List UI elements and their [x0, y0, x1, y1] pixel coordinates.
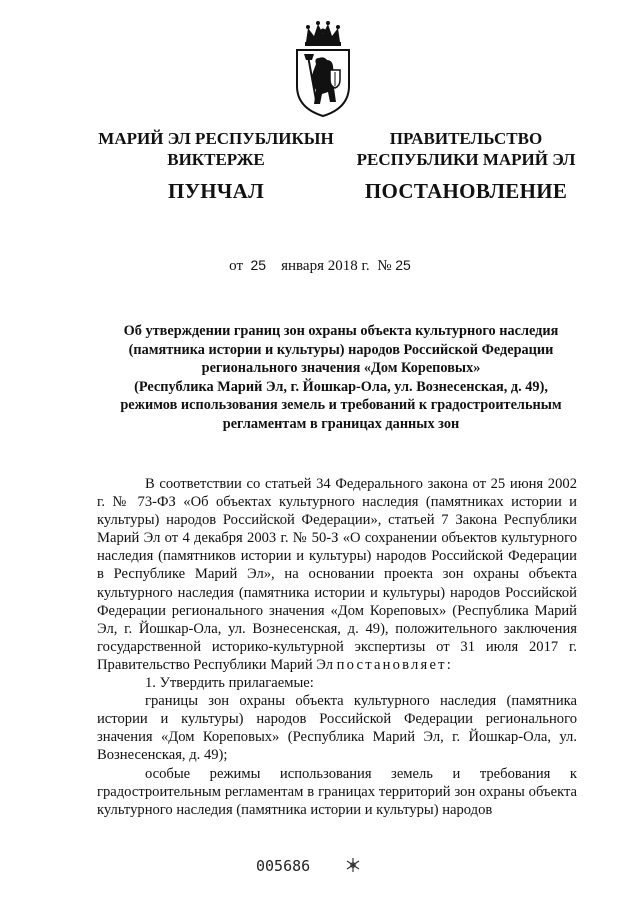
title-line: регламентам в границах данных зон: [222, 415, 460, 432]
date-prefix: от: [229, 258, 244, 274]
header-left-line1: МАРИЙ ЭЛ РЕСПУБЛИКЫН: [98, 129, 334, 148]
snowflake-mark-icon: [344, 856, 362, 874]
coat-of-arms-icon: [294, 20, 352, 118]
number-sign: №: [377, 258, 392, 274]
document-body: [97, 475, 577, 819]
header-left-line2: ВИКТЕРЖЕ: [167, 150, 265, 169]
header-right-doctype: ПОСТАНОВЛЕНИЕ: [364, 179, 568, 203]
resolution-word: постановляет:: [336, 656, 453, 673]
document-title: [96, 322, 586, 434]
document-number: 25: [395, 257, 411, 273]
item-1b: особые режимы использования земель и требования к градостроительным регламентам в границах территорий зон охраны объекта культурного наследия (памятника истории и культуры) народов: [97, 765, 577, 818]
item-1a: границы зон охраны объекта культурного наследия (памятника истории и культуры) народов Российской Федерации регионального значения «Дом Кореповых» (Республика Марий Эл, г. Йошкар-Ола, ул. Вознесенская, д. 49);: [97, 693, 577, 764]
title-line: режимов использования земель и требований к градостроительным: [120, 397, 562, 414]
preamble-text: В соответствии со статьей 34 Федерального закона от 25 июня 2002 г. № 73-ФЗ «Об объектах культурного наследия (памятниках истории и культуры) народов Российской Федерации», статьей 7 Закона Республики Марий Эл от 4 декабря 2003 г. № 50-З «О сохранении объектов культурного наследия (памятников истории и культуры) народов Российской Федерации в Республике Марий Эл», на основании проекта зон охраны объекта культурного наследия (памятника истории и культуры) народов Российской Федерации регионального значения «Дом Кореповых» (Республика Марий Эл, г. Йошкар-Ола, ул. Вознесенская, д. 49), положительного заключения государственной историко-культурной экспертизы от 31 июля 2017 г. Правительство Республики Марий Эл: [97, 476, 577, 673]
title-line: регионального значения «Дом Кореповых»: [201, 360, 481, 377]
header-right-block: [346, 128, 586, 202]
header-left-block: [96, 128, 336, 202]
title-line: (Республика Марий Эл, г. Йошкар-Ола, ул. Вознесенская, д. 49),: [134, 378, 548, 395]
date-day: 25: [250, 257, 267, 273]
serial-number: 005686: [256, 857, 311, 875]
title-line: (памятника истории и культуры) народов Российской Федерации: [128, 341, 554, 358]
title-line: Об утверждении границ зон охраны объекта культурного наследия: [123, 323, 559, 339]
header-left-doctype: ПУНЧАЛ: [167, 179, 265, 203]
date-month-year: января 2018 г.: [281, 258, 370, 274]
item-1: 1. Утвердить прилагаемые:: [145, 675, 314, 692]
header-right-line1: ПРАВИТЕЛЬСТВО: [389, 129, 543, 148]
header-right-line2: РЕСПУБЛИКИ МАРИЙ ЭЛ: [356, 150, 576, 169]
preamble-paragraph: [97, 475, 577, 674]
date-line: [0, 257, 640, 275]
